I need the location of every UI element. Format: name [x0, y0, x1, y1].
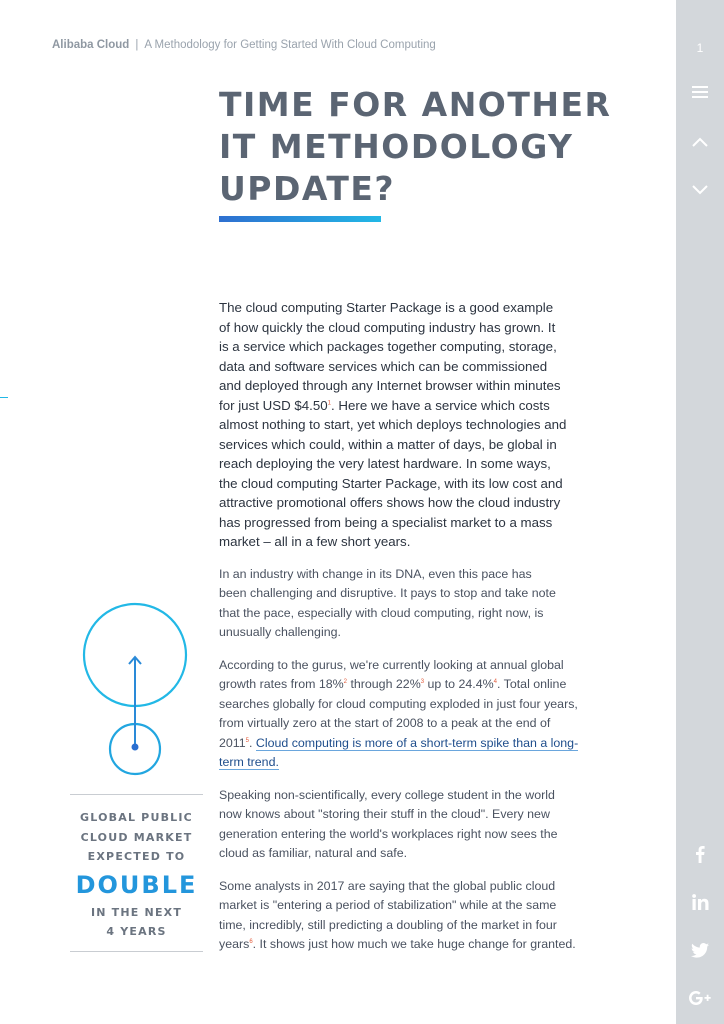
text-line: from virtually zero at the start of 2008 to a peak at the end of	[219, 716, 551, 730]
text-fragment: growth rates from 18%	[219, 677, 344, 691]
text-fragment: . Here we have a service which costs	[331, 397, 550, 413]
text-fragment: 2011	[219, 735, 246, 750]
margin-marker	[0, 397, 8, 398]
menu-icon[interactable]	[676, 80, 724, 104]
text-line: The cloud computing Starter Package is a good example	[219, 300, 554, 315]
text-line: market – all in a few short years.	[219, 534, 411, 549]
text-line	[219, 734, 624, 754]
text-line: generation entering the world's workplaces right now sees the	[219, 826, 558, 841]
paragraph-3	[219, 656, 624, 773]
text-line: services which could, within a matter of days, be global in	[219, 436, 557, 452]
text-line: reach deploying the very latest hardware. In some ways,	[219, 456, 551, 471]
linkedin-icon[interactable]	[676, 890, 724, 914]
text-line: unusually challenging.	[219, 625, 341, 639]
title-line-2: IT METHODOLOGY	[219, 127, 574, 166]
lead-paragraph	[219, 298, 624, 552]
text-fragment: up to 24.4%	[424, 677, 494, 691]
breadcrumb-separator: |	[135, 39, 139, 51]
chevron-up-icon[interactable]	[676, 130, 724, 154]
inline-link[interactable]: Cloud computing is more of a short-term spike than a long-	[255, 735, 579, 750]
callout-line: EXPECTED TO	[87, 850, 186, 863]
document-title: A Methodology for Getting Started With Cloud Computing	[144, 39, 436, 51]
text-line: been challenging and disruptive. It pays to stop and take note	[219, 586, 556, 600]
paragraph-5	[219, 877, 624, 955]
twitter-icon[interactable]	[676, 938, 724, 962]
text-line: almost nothing to start, yet which deploys technologies and	[219, 417, 567, 432]
title-line-1: TIME FOR ANOTHER	[219, 85, 612, 124]
brand-name: Alibaba Cloud	[52, 39, 130, 51]
footnote-ref[interactable]: 6	[249, 938, 253, 945]
paragraph-4	[219, 786, 624, 864]
text-line: attractive promotional offers shows how the cloud industry	[219, 495, 561, 510]
growth-circles-graphic	[82, 602, 192, 782]
text-line: that the pace, especially with cloud computing, right now, is	[219, 605, 544, 620]
paragraph-2	[219, 565, 624, 643]
callout-line: 4 YEARS	[106, 925, 167, 938]
facebook-icon[interactable]	[676, 842, 724, 866]
text-line: now knows about "storing their stuff in the cloud". Every new	[219, 807, 550, 821]
breadcrumb	[52, 39, 436, 51]
text-line: the cloud computing Starter Package, with its low cost and	[219, 475, 563, 491]
text-line: is a service which packages together computing, storage,	[219, 339, 557, 354]
callout-emphasis: DOUBLE	[75, 870, 198, 899]
page-title	[219, 84, 639, 210]
footnote-ref[interactable]: 3	[420, 678, 425, 685]
title-line-3: UPDATE?	[219, 169, 396, 208]
footnote-ref[interactable]: 2	[343, 678, 347, 685]
text-line: searches globally for cloud computing exploded in just four years,	[219, 696, 578, 711]
google-plus-icon[interactable]	[676, 986, 724, 1010]
callout-line: GLOBAL PUBLIC	[80, 811, 193, 824]
arrow-origin-dot	[132, 744, 139, 751]
text-fragment: .	[249, 735, 256, 750]
text-fragment: through 22%	[347, 677, 421, 691]
footnote-ref[interactable]: 4	[493, 678, 497, 685]
text-line: time, incredibly, still predicting a doubling of the market in four	[219, 917, 557, 932]
callout-line: IN THE NEXT	[90, 905, 183, 919]
text-line: According to the gurus, we're currently looking at annual global	[219, 657, 564, 672]
text-line: cloud as familiar, natural and safe.	[219, 846, 408, 860]
text-line: Some analysts in 2017 are saying that the global public cloud	[219, 878, 556, 893]
chevron-down-icon[interactable]	[676, 178, 724, 202]
footnote-ref[interactable]: 1	[327, 400, 331, 407]
text-line	[219, 675, 624, 695]
title-underline	[219, 216, 381, 222]
text-line: In an industry with change in its DNA, even this pace has	[219, 566, 532, 581]
text-line: and deployed through any Internet browser within minutes	[219, 378, 561, 393]
article-body	[219, 298, 624, 955]
text-line: data and software services which can be commissioned	[219, 358, 548, 374]
page-number: 1	[696, 41, 704, 55]
text-fragment: for just USD $4.50	[219, 397, 328, 413]
text-line: market is "entering a period of stabilization" while at the same	[219, 898, 557, 912]
text-line	[219, 396, 624, 416]
text-line	[219, 935, 624, 955]
navigation-sidebar	[676, 0, 724, 1024]
callout-line: CLOUD MARKET	[80, 830, 193, 844]
inline-link[interactable]: term trend.	[219, 755, 279, 769]
text-fragment: years	[219, 937, 250, 951]
text-line: of how quickly the cloud computing industry has grown. It	[219, 319, 556, 335]
text-fragment: . Total online	[496, 677, 567, 691]
text-line: has progressed from being a specialist market to a mass	[219, 514, 553, 530]
stat-callout	[70, 794, 203, 952]
text-line	[219, 753, 624, 773]
text-line: Speaking non-scientifically, every college student in the world	[219, 787, 555, 802]
text-fragment: . It shows just how much we take huge change for granted.	[252, 937, 576, 951]
footnote-ref[interactable]: 5	[245, 737, 249, 744]
